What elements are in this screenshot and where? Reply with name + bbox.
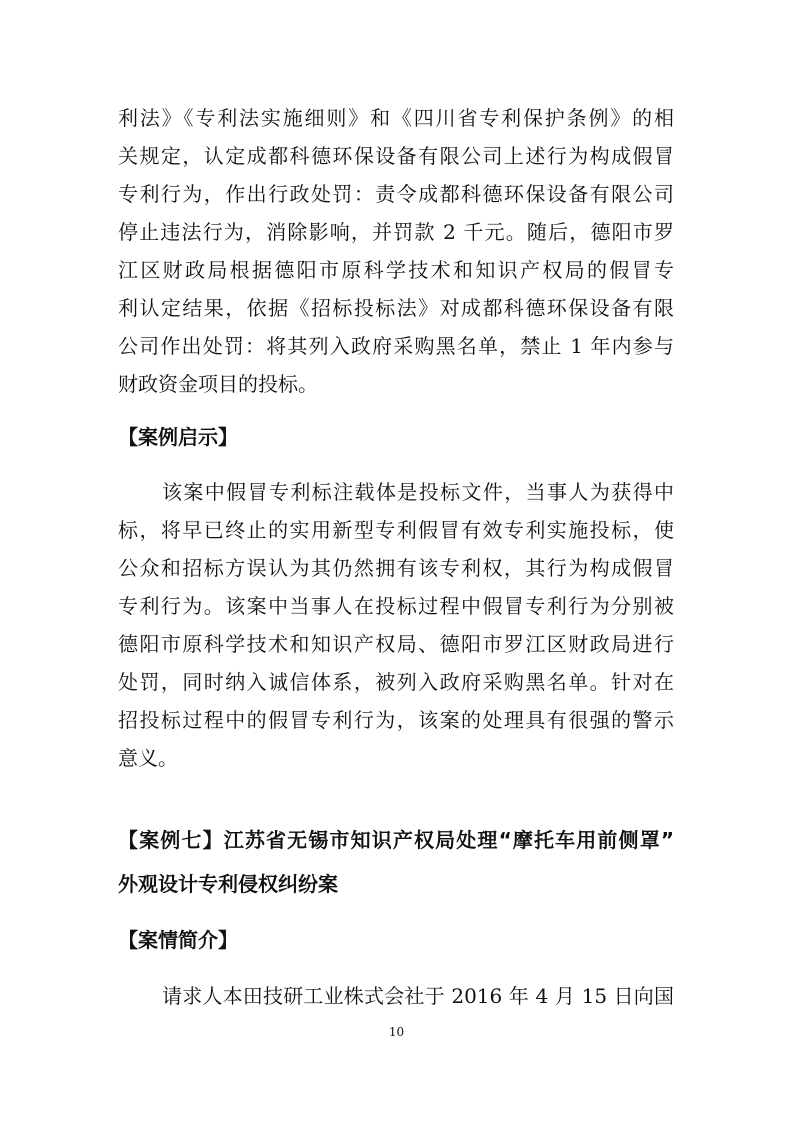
paragraph-1-line-6: 利认定结果，依据《招标投标法》对成都科德环保设备有限 [118,296,674,320]
paragraph-1-line-3: 专利行为，作出行政处罚：责令成都科德环保设备有限公司 [118,182,674,206]
paragraph-2-line-6: 处罚，同时纳入诚信体系，被列入政府采购黑名单。针对在 [118,670,674,694]
paragraph-1-line-8: 财政资金项目的投标。 [118,372,318,396]
paragraph-2-line-7: 招投标过程中的假冒专利行为，该案的处理具有很强的警示 [118,708,674,732]
paragraph-2-line-8: 意义。 [118,746,178,770]
paragraph-2-line-3: 公众和招标方误认为其仍然拥有该专利权，其行为构成假冒 [118,556,674,580]
paragraph-3-line-1: 请求人本田技研工业株式会社于 2016 年 4 月 15 日向国 [162,984,674,1008]
paragraph-2-line-1: 该案中假冒专利标注载体是投标文件，当事人为获得中 [162,480,674,504]
paragraph-2-line-2: 标，将早已终止的实用新型专利假冒有效专利实施投标，使 [118,518,674,542]
case-title-line-2: 外观设计专利侵权纠纷案 [118,872,338,896]
case-title-line-1: 【案例七】江苏省无锡市知识产权局处理“摩托车用前侧罩” [118,828,674,852]
paragraph-1-line-1: 利法》《专利法实施细则》和《四川省专利保护条例》的相 [118,106,674,130]
paragraph-1-line-7: 公司作出处罚：将其列入政府采购黑名单，禁止 1 年内参与 [118,334,674,358]
section-heading-insight: 【案例启示】 [118,425,238,449]
paragraph-2-line-4: 专利行为。该案中当事人在投标过程中假冒专利行为分别被 [118,594,674,618]
paragraph-1-line-5: 江区财政局根据德阳市原科学技术和知识产权局的假冒专 [118,258,674,282]
page-number: 10 [388,1025,405,1039]
paragraph-1-line-2: 关规定，认定成都科德环保设备有限公司上述行为构成假冒 [118,144,674,168]
section-heading-summary: 【案情简介】 [118,928,238,952]
paragraph-2-line-5: 德阳市原科学技术和知识产权局、德阳市罗江区财政局进行 [118,632,674,656]
paragraph-1-line-4: 停止违法行为，消除影响，并罚款 2 千元。随后，德阳市罗 [118,220,674,244]
